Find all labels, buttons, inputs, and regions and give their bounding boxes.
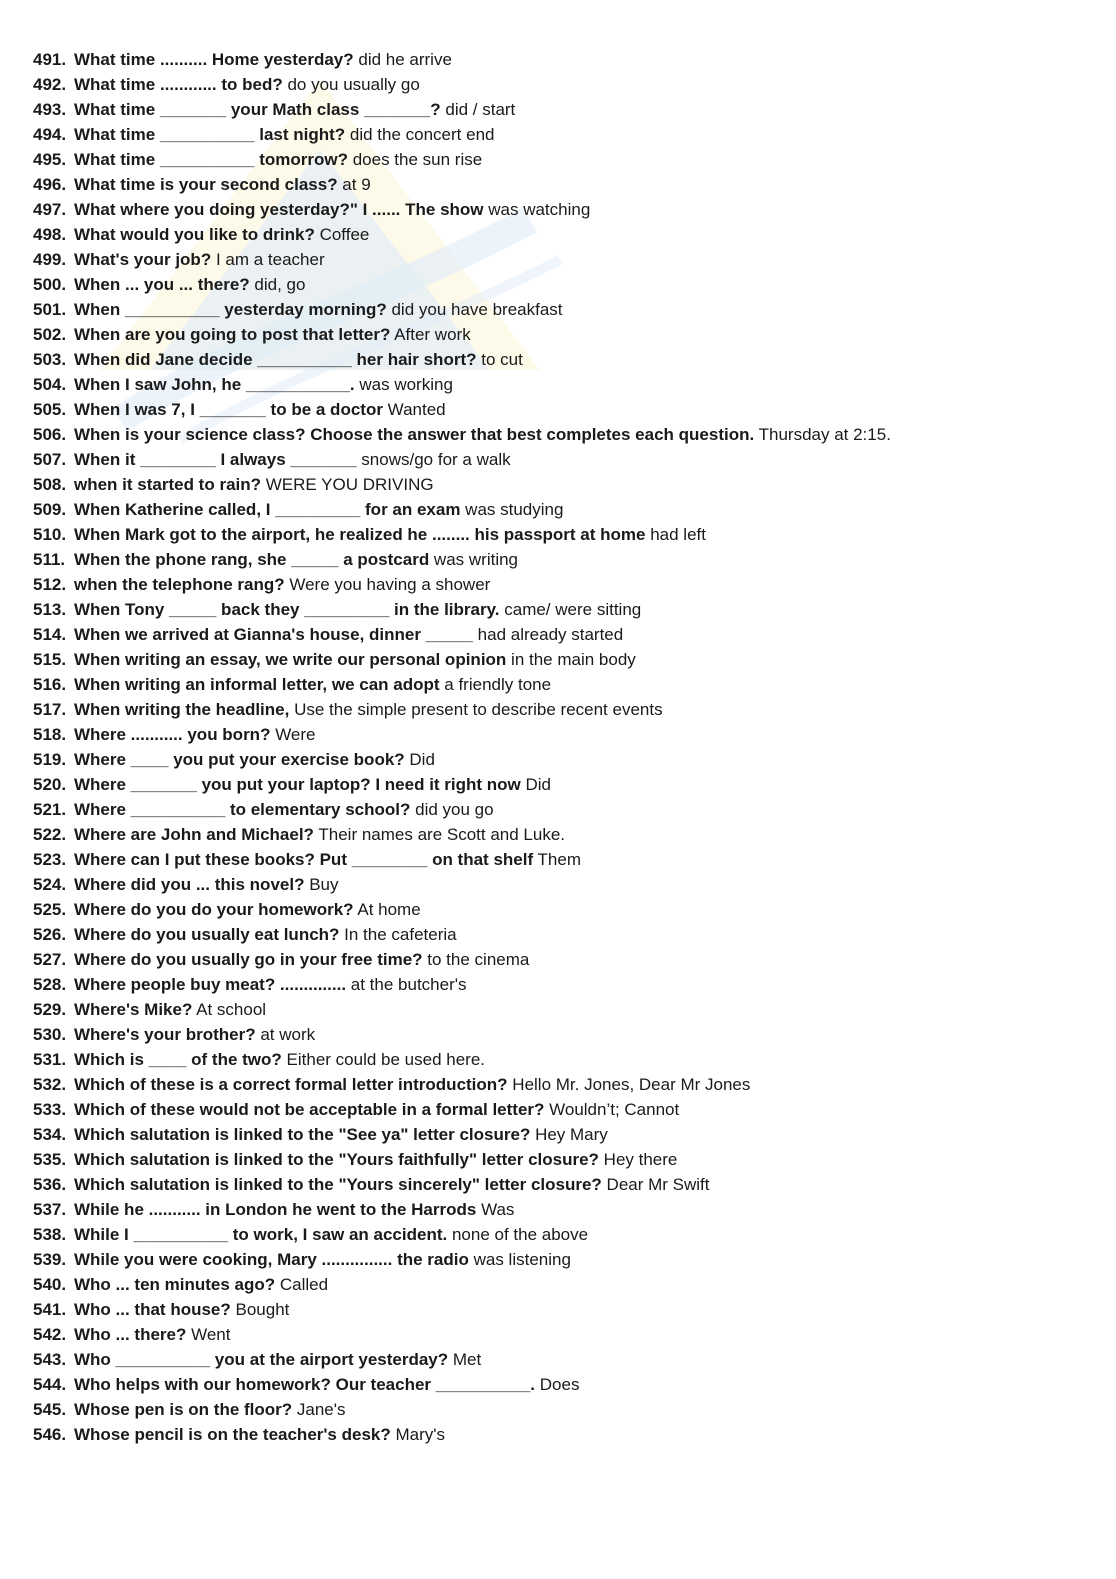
question-text: What time __________ last night? [74, 125, 346, 144]
item-number: 539. [33, 1250, 67, 1269]
item-number: 502. [33, 325, 67, 344]
answer-text: Was [476, 1200, 515, 1219]
question-text: When Tony _____ back they _________ in the library. [74, 600, 500, 619]
list-item [33, 174, 891, 199]
question-text: Where can I put these books? Put ________ on that shelf [74, 850, 534, 869]
list-item [33, 299, 891, 324]
list-item [33, 1424, 891, 1449]
list-item [33, 1299, 891, 1324]
item-number: 506. [33, 425, 67, 444]
item-number: 504. [33, 375, 67, 394]
list-item [33, 874, 891, 899]
answer-text: was working [354, 375, 453, 394]
question-text: While he ........... in London he went to the Harrods [74, 1200, 477, 1219]
answer-text: had already started [472, 625, 624, 644]
item-number: 535. [33, 1150, 67, 1169]
question-text: Where ........... you born? [74, 725, 271, 744]
item-number: 496. [33, 175, 67, 194]
answer-text: Did [404, 750, 435, 769]
item-number: 542. [33, 1325, 67, 1344]
answer-text: Went [186, 1325, 231, 1344]
question-text: Who ... that house? [74, 1300, 231, 1319]
answer-text: Dear Mr Swift [601, 1175, 710, 1194]
item-number: 544. [33, 1375, 67, 1394]
list-item [33, 499, 891, 524]
question-text: When we arrived at Gianna's house, dinner _____ [74, 625, 473, 644]
question-text: Which salutation is linked to the "Yours sincerely" letter closure? [74, 1175, 602, 1194]
item-number: 543. [33, 1350, 67, 1369]
list-item [33, 974, 891, 999]
question-text: Where ____ you put your exercise book? [74, 750, 405, 769]
answer-text: at 9 [337, 175, 371, 194]
item-number: 513. [33, 600, 67, 619]
question-text: When the phone rang, she _____ a postcard [74, 550, 430, 569]
item-number: 501. [33, 300, 67, 319]
item-number: 531. [33, 1050, 67, 1069]
item-number: 491. [33, 50, 67, 69]
answer-text: a friendly tone [439, 675, 552, 694]
question-text: What would you like to drink? [74, 225, 315, 244]
item-number: 523. [33, 850, 67, 869]
list-item [33, 724, 891, 749]
question-text: What time __________ tomorrow? [74, 150, 348, 169]
question-text: Where did you ... this novel? [74, 875, 305, 894]
list-item [33, 1149, 891, 1174]
list-item [33, 1174, 891, 1199]
answer-text: Buy [304, 875, 339, 894]
item-number: 514. [33, 625, 67, 644]
answer-text: Were [270, 725, 316, 744]
question-text: when it started to rain? [74, 475, 262, 494]
list-item [33, 1249, 891, 1274]
item-number: 518. [33, 725, 67, 744]
answer-text: did he arrive [353, 50, 452, 69]
item-number: 494. [33, 125, 67, 144]
item-number: 534. [33, 1125, 67, 1144]
list-item [33, 624, 891, 649]
question-text: When is your science class? Choose the answer that best completes each question. [74, 425, 755, 444]
question-text: When I saw John, he ___________. [74, 375, 355, 394]
item-number: 492. [33, 75, 67, 94]
question-text: When are you going to post that letter? [74, 325, 391, 344]
item-number: 499. [33, 250, 67, 269]
answer-text: At school [192, 1000, 267, 1019]
list-item [33, 824, 891, 849]
answer-text: was writing [429, 550, 519, 569]
list-item [33, 349, 891, 374]
list-item [33, 74, 891, 99]
answer-text: Use the simple present to describe recent events [289, 700, 663, 719]
question-text: Who __________ you at the airport yesterday? [74, 1350, 449, 1369]
answer-text: was watching [483, 200, 591, 219]
answer-text: none of the above [447, 1225, 589, 1244]
item-number: 526. [33, 925, 67, 944]
question-text: What's your job? [74, 250, 212, 269]
list-item [33, 524, 891, 549]
question-text: Which of these is a correct formal letter introduction? [74, 1075, 508, 1094]
question-text: Where's Mike? [74, 1000, 193, 1019]
item-number: 530. [33, 1025, 67, 1044]
item-number: 527. [33, 950, 67, 969]
question-text: Who helps with our homework? Our teacher __________. [74, 1375, 536, 1394]
answer-text: Jane's [292, 1400, 346, 1419]
list-item [33, 249, 891, 274]
question-text: Where are John and Michael? [74, 825, 314, 844]
question-text: What time is your second class? [74, 175, 338, 194]
answer-text: in the main body [506, 650, 636, 669]
item-number: 508. [33, 475, 67, 494]
question-text: Where do you usually eat lunch? [74, 925, 340, 944]
list-item [33, 149, 891, 174]
answer-text: Thursday at 2:15. [754, 425, 891, 444]
list-item [33, 674, 891, 699]
question-text: Where do you do your homework? [74, 900, 354, 919]
item-number: 524. [33, 875, 67, 894]
list-item [33, 474, 891, 499]
list-item [33, 1049, 891, 1074]
question-text: Where __________ to elementary school? [74, 800, 411, 819]
item-number: 532. [33, 1075, 67, 1094]
question-text: Whose pencil is on the teacher's desk? [74, 1425, 391, 1444]
answer-text: came/ were sitting [499, 600, 642, 619]
item-number: 522. [33, 825, 67, 844]
list-item [33, 924, 891, 949]
question-text: When Katherine called, I _________ for an exam [74, 500, 461, 519]
item-number: 503. [33, 350, 67, 369]
list-item [33, 199, 891, 224]
question-text: Where do you usually go in your free time? [74, 950, 423, 969]
question-text: Whose pen is on the floor? [74, 1400, 293, 1419]
list-item [33, 649, 891, 674]
answer-text: Called [275, 1275, 329, 1294]
list-item [33, 224, 891, 249]
item-number: 495. [33, 150, 67, 169]
answer-text: Did [520, 775, 552, 794]
item-number: 533. [33, 1100, 67, 1119]
question-text: Which is ____ of the two? [74, 1050, 282, 1069]
item-number: 498. [33, 225, 67, 244]
question-text: When I was 7, I _______ to be a doctor [74, 400, 383, 419]
answer-text: Wanted [382, 400, 446, 419]
question-text: Where _______ you put your laptop? I need it right now [74, 775, 521, 794]
item-number: 515. [33, 650, 67, 669]
question-text: Who ... there? [74, 1325, 187, 1344]
list-item [33, 899, 891, 924]
question-text: Where's your brother? [74, 1025, 256, 1044]
answer-text: did, go [249, 275, 306, 294]
answer-text: Met [448, 1350, 482, 1369]
answer-text: Does [535, 1375, 580, 1394]
item-number: 500. [33, 275, 67, 294]
list-item [33, 574, 891, 599]
item-number: 510. [33, 525, 67, 544]
answer-text: does the sun rise [347, 150, 483, 169]
list-item [33, 1099, 891, 1124]
list-item [33, 1124, 891, 1149]
item-number: 538. [33, 1225, 67, 1244]
answer-text: After work [390, 325, 471, 344]
list-item [33, 424, 891, 449]
item-number: 536. [33, 1175, 67, 1194]
item-number: 505. [33, 400, 67, 419]
answer-text: did the concert end [345, 125, 495, 144]
question-text: While I __________ to work, I saw an accident. [74, 1225, 448, 1244]
list-item [33, 324, 891, 349]
list-item [33, 949, 891, 974]
item-number: 511. [33, 550, 66, 569]
answer-text: Their names are Scott and Luke. [313, 825, 566, 844]
list-item [33, 999, 891, 1024]
question-text: when the telephone rang? [74, 575, 285, 594]
item-number: 520. [33, 775, 67, 794]
question-text: What time ............ to bed? [74, 75, 283, 94]
list-item [33, 1274, 891, 1299]
item-number: 525. [33, 900, 67, 919]
list-item [33, 1324, 891, 1349]
item-number: 541. [33, 1300, 67, 1319]
list-item [33, 1374, 891, 1399]
answer-text: I am a teacher [211, 250, 325, 269]
answer-text: had left [645, 525, 706, 544]
list-item [33, 749, 891, 774]
item-number: 529. [33, 1000, 67, 1019]
list-item [33, 549, 891, 574]
answer-text: Bought [230, 1300, 290, 1319]
answer-text: Either could be used here. [281, 1050, 485, 1069]
answer-text: Them [533, 850, 581, 869]
question-text: What time _______ your Math class _______? [74, 100, 441, 119]
item-number: 507. [33, 450, 67, 469]
list-item [33, 1399, 891, 1424]
question-text: Which salutation is linked to the "See ya" letter closure? [74, 1125, 531, 1144]
item-number: 545. [33, 1400, 67, 1419]
question-text: Which salutation is linked to the "Yours faithfully" letter closure? [74, 1150, 599, 1169]
answer-text: was studying [460, 500, 564, 519]
list-item [33, 774, 891, 799]
answer-text: do you usually go [282, 75, 420, 94]
answer-text: to the cinema [422, 950, 530, 969]
question-text: When Mark got to the airport, he realized he ........ his passport at home [74, 525, 646, 544]
item-number: 497. [33, 200, 67, 219]
list-item [33, 1024, 891, 1049]
list-item [33, 1224, 891, 1249]
list-item [33, 849, 891, 874]
list-item [33, 1199, 891, 1224]
list-item [33, 374, 891, 399]
answer-text: Mary's [390, 1425, 445, 1444]
answer-text: Hey Mary [530, 1125, 608, 1144]
answer-text: did / start [440, 100, 516, 119]
question-text: What time .......... Home yesterday? [74, 50, 354, 69]
question-text: When __________ yesterday morning? [74, 300, 387, 319]
answer-text: Were you having a shower [284, 575, 491, 594]
answer-text: At home [353, 900, 421, 919]
answer-text: Hey there [598, 1150, 678, 1169]
list-item [33, 274, 891, 299]
question-answer-list [33, 49, 891, 1449]
answer-text: WERE YOU DRIVING [261, 475, 434, 494]
answer-text: Coffee [314, 225, 370, 244]
list-item [33, 449, 891, 474]
list-item [33, 49, 891, 74]
answer-text: was listening [468, 1250, 571, 1269]
question-text: Where people buy meat? .............. [74, 975, 347, 994]
question-text: Who ... ten minutes ago? [74, 1275, 276, 1294]
list-item [33, 124, 891, 149]
item-number: 537. [33, 1200, 67, 1219]
question-text: When ... you ... there? [74, 275, 250, 294]
answer-text: at work [255, 1025, 316, 1044]
item-number: 519. [33, 750, 67, 769]
list-item [33, 1349, 891, 1374]
list-item [33, 1074, 891, 1099]
question-text: While you were cooking, Mary ............... the radio [74, 1250, 469, 1269]
question-text: When writing an informal letter, we can adopt [74, 675, 440, 694]
item-number: 509. [33, 500, 67, 519]
answer-text: at the butcher's [346, 975, 467, 994]
answer-text: Hello Mr. Jones, Dear Mr Jones [507, 1075, 751, 1094]
item-number: 516. [33, 675, 67, 694]
question-text: When did Jane decide __________ her hair short? [74, 350, 477, 369]
question-text: What where you doing yesterday?" I ...... The show [74, 200, 484, 219]
answer-text: Wouldn’t; Cannot [544, 1100, 680, 1119]
question-text: When it ________ I always _______ [74, 450, 357, 469]
list-item [33, 599, 891, 624]
answer-text: snows/go for a walk [356, 450, 511, 469]
question-text: When writing the headline, [74, 700, 290, 719]
item-number: 521. [33, 800, 67, 819]
item-number: 493. [33, 100, 67, 119]
list-item [33, 399, 891, 424]
list-item [33, 99, 891, 124]
answer-text: did you have breakfast [386, 300, 563, 319]
item-number: 528. [33, 975, 67, 994]
answer-text: did you go [410, 800, 494, 819]
list-item [33, 799, 891, 824]
item-number: 517. [33, 700, 67, 719]
answer-text: to cut [476, 350, 523, 369]
question-text: Which of these would not be acceptable in a formal letter? [74, 1100, 545, 1119]
item-number: 546. [33, 1425, 67, 1444]
answer-text: In the cafeteria [339, 925, 457, 944]
item-number: 512. [33, 575, 67, 594]
item-number: 540. [33, 1275, 67, 1294]
question-text: When writing an essay, we write our personal opinion [74, 650, 507, 669]
list-item [33, 699, 891, 724]
